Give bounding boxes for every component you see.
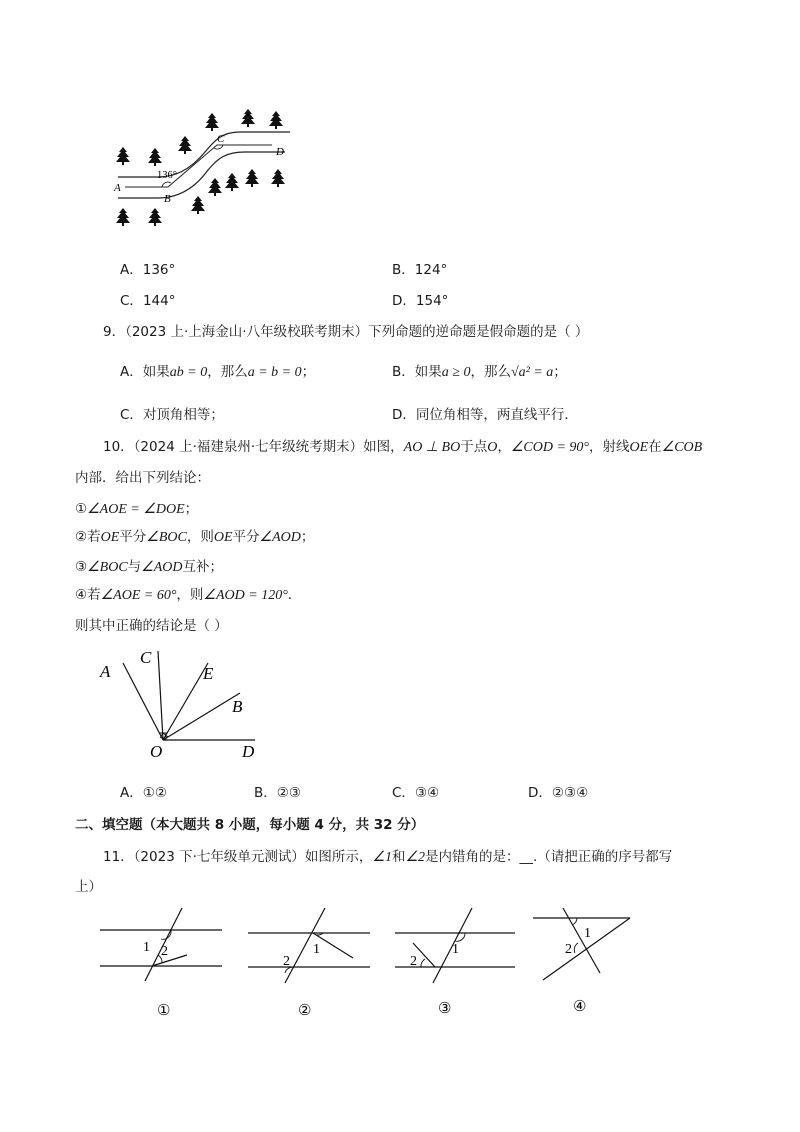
fig11-4-caption: ④ bbox=[573, 999, 587, 1015]
q8-option-a: A．136° bbox=[120, 262, 176, 278]
fig11-4-label-2: 2 bbox=[565, 942, 572, 957]
q8-option-c: C．144° bbox=[120, 293, 176, 309]
q8-option-b: B．124° bbox=[392, 262, 448, 278]
q9-stem: 9．（2023 上·上海金山·八年级校联考期末）下列命题的逆命题是假命题的是（ ） bbox=[103, 324, 589, 340]
q10-stem-line2: 内部．给出下列结论： bbox=[75, 470, 210, 486]
q10-conclusion-4: ④若∠AOE = 60°，则∠AOD = 120°． bbox=[75, 587, 302, 603]
fig11-1-label-1: 1 bbox=[143, 940, 150, 955]
fig8-label-a: A bbox=[114, 182, 121, 194]
q9-option-b: B．如果a ≥ 0，那么√a² = a； bbox=[392, 364, 567, 380]
fig10-label-o: O bbox=[150, 742, 163, 761]
q11-stem-line2: 上） bbox=[75, 879, 102, 895]
fig10-label-e: E bbox=[203, 664, 214, 683]
q9-option-c: C．对顶角相等； bbox=[120, 407, 224, 423]
q8-option-d: D．154° bbox=[392, 293, 449, 309]
answer-blank[interactable]: __ bbox=[519, 849, 534, 865]
q10-option-d: D．②③④ bbox=[528, 785, 589, 801]
fig11-1-caption: ① bbox=[157, 1003, 171, 1019]
q10-conclusion-2: ②若OE平分∠BOC，则OE平分∠AOD； bbox=[75, 529, 315, 545]
q11-figures bbox=[95, 903, 655, 1028]
fig10-label-d: D bbox=[242, 742, 255, 761]
fig8-label-b: B bbox=[164, 193, 171, 205]
river-figure bbox=[100, 100, 310, 235]
fig11-3-label-1: 1 bbox=[452, 942, 459, 957]
q10-option-b: B．②③ bbox=[254, 785, 301, 801]
fig11-2-label-2: 2 bbox=[283, 954, 290, 969]
q10-conclusion-1: ①∠AOE = ∠DOE； bbox=[75, 501, 199, 517]
fig10-label-b: B bbox=[232, 697, 243, 716]
fig11-2-caption: ② bbox=[298, 1003, 312, 1019]
fig11-3-caption: ③ bbox=[438, 1001, 452, 1017]
fig11-4-label-1: 1 bbox=[584, 926, 591, 941]
fig11-1-label-2: 2 bbox=[161, 944, 168, 959]
fig11-2-label-1: 1 bbox=[313, 942, 320, 957]
q10-option-a: A．①② bbox=[120, 785, 167, 801]
fig10-label-a: A bbox=[100, 662, 111, 681]
fig8-label-c: C bbox=[217, 133, 225, 145]
rays-figure bbox=[95, 643, 275, 763]
fig10-label-c: C bbox=[140, 648, 152, 667]
q11-stem: 11．（2023 下·七年级单元测试）如图所示，∠1和∠2是内错角的是：__.（请把正确的序号都写 bbox=[103, 849, 673, 865]
fig11-3-label-2: 2 bbox=[410, 954, 417, 969]
fig8-angle-label: 136° bbox=[157, 170, 177, 181]
fig8-label-d: D bbox=[276, 146, 284, 158]
q9-option-d: D．同位角相等，两直线平行． bbox=[392, 407, 578, 423]
q10-stem: 10．（2024 上·福建泉州·七年级统考期末）如图，AO ⊥ BO于点O，∠COD = 90°，射线OE在∠COB bbox=[103, 439, 703, 455]
q10-question: 则其中正确的结论是（ ） bbox=[75, 618, 228, 634]
q9-option-a: A．如果ab = 0，那么a = b = 0； bbox=[120, 364, 316, 380]
section-title: 二、填空题（本大题共 8 小题，每小题 4 分，共 32 分） bbox=[75, 817, 425, 833]
q10-conclusion-3: ③∠BOC与∠AOD互补； bbox=[75, 559, 223, 575]
q10-option-c: C．③④ bbox=[392, 785, 440, 801]
